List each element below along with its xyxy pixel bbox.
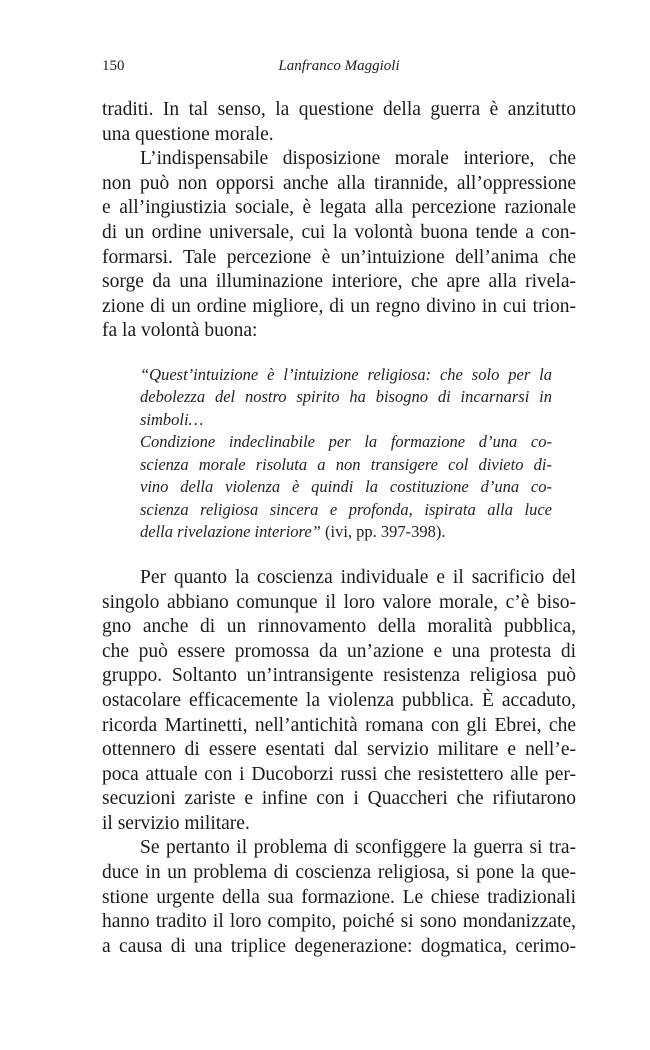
- text-line: duce in un problema di coscienza religiosa, si pone la que-: [102, 862, 576, 884]
- paragraph-1: [102, 98, 576, 147]
- text-line: il servizio militare.: [102, 812, 250, 834]
- paragraph-2: [102, 147, 576, 344]
- quote-line: vino della violenza è quindi la costituzione d’una co-: [140, 477, 552, 497]
- quote-line: “Quest’intuizione è l’intuizione religiosa: che solo per la: [140, 364, 552, 384]
- quote-line: scienza morale risoluta a non transigere col divieto di-: [140, 454, 552, 474]
- text-line: a causa di una triplice degenerazione: dogmatica, cerimo-: [102, 935, 576, 957]
- text-line: Se pertanto il problema di sconfiggere la guerra si tra-: [140, 837, 576, 859]
- text-line: hanno tradito il loro compito, poiché si sono mondanizzate,: [102, 911, 576, 933]
- quote-paragraph-2: [140, 431, 552, 544]
- page-header: [102, 58, 576, 80]
- quote-line-final: [140, 521, 552, 544]
- running-head: Lanfranco Maggioli: [278, 58, 400, 74]
- text-line: ostacolare efficacemente la violenza pubblica. È accaduto,: [102, 689, 576, 711]
- quote-line: debolezza del nostro spirito ha bisogno di incarnarsi in: [140, 387, 552, 407]
- text-line: formarsi. Tale percezione è un’intuizione dell’anima che: [102, 246, 576, 268]
- text-line: una questione morale.: [102, 123, 274, 145]
- text-line: zione di un ordine migliore, di un regno divino in cui trion-: [102, 295, 576, 317]
- page-number: 150: [102, 58, 125, 74]
- paragraph-3: [102, 566, 576, 837]
- text-line: traditi. In tal senso, la questione della guerra è anzitutto: [102, 99, 576, 120]
- quote-end-text: della rivelazione interiore”: [140, 522, 321, 542]
- book-page: [102, 58, 576, 959]
- quote-line: Condizione indeclinabile per la formazione d’una co-: [140, 432, 552, 452]
- text-line: fa la volontà buona:: [102, 320, 258, 342]
- text-line: singolo abbiano comunque il loro valore morale, c’è biso-: [102, 591, 576, 613]
- quote-line: simboli…: [140, 409, 204, 429]
- text-line: ricorda Martinetti, nell’antichità romana con gli Ebrei, che: [102, 714, 576, 736]
- text-line: secuzioni zariste e infine con i Quaccheri che rifiutarono: [102, 788, 576, 810]
- paragraph-4: [102, 836, 576, 959]
- text-line: stione urgente della sua formazione. Le chiese tradizionali: [102, 886, 576, 908]
- text-line: ottennero di essere esentati dal servizio militare e nell’e-: [102, 739, 576, 761]
- quote-citation: (ivi, pp. 397-398).: [320, 522, 446, 542]
- text-line: gno anche di un rinnovamento della moralità pubblica,: [102, 616, 576, 638]
- text-line: Per quanto la coscienza individuale e il sacrificio del: [140, 566, 576, 588]
- body-text: [102, 98, 576, 959]
- quote-line: scienza religiosa sincera e profonda, ispirata alla luce: [140, 499, 552, 519]
- text-line: gruppo. Soltanto un’intransigente resistenza religiosa può: [102, 665, 576, 687]
- block-quote: [140, 364, 552, 544]
- text-line: poca attuale con i Ducoborzi russi che resistettero alle per-: [102, 763, 576, 785]
- text-line: di un ordine universale, cui la volontà buona tende a con-: [102, 221, 576, 243]
- text-line: sorge da una illuminazione interiore, che apre alla rivela-: [102, 271, 576, 293]
- text-line: e all’ingiustizia sociale, è legata alla percezione razionale: [102, 197, 576, 219]
- text-line: che può essere promossa da un’azione e una protesta di: [102, 640, 576, 662]
- quote-paragraph-1: [140, 364, 552, 432]
- text-line: non può non opporsi anche alla tirannide, all’oppressione: [102, 172, 576, 194]
- text-line: L’indispensabile disposizione morale interiore, che: [140, 148, 576, 170]
